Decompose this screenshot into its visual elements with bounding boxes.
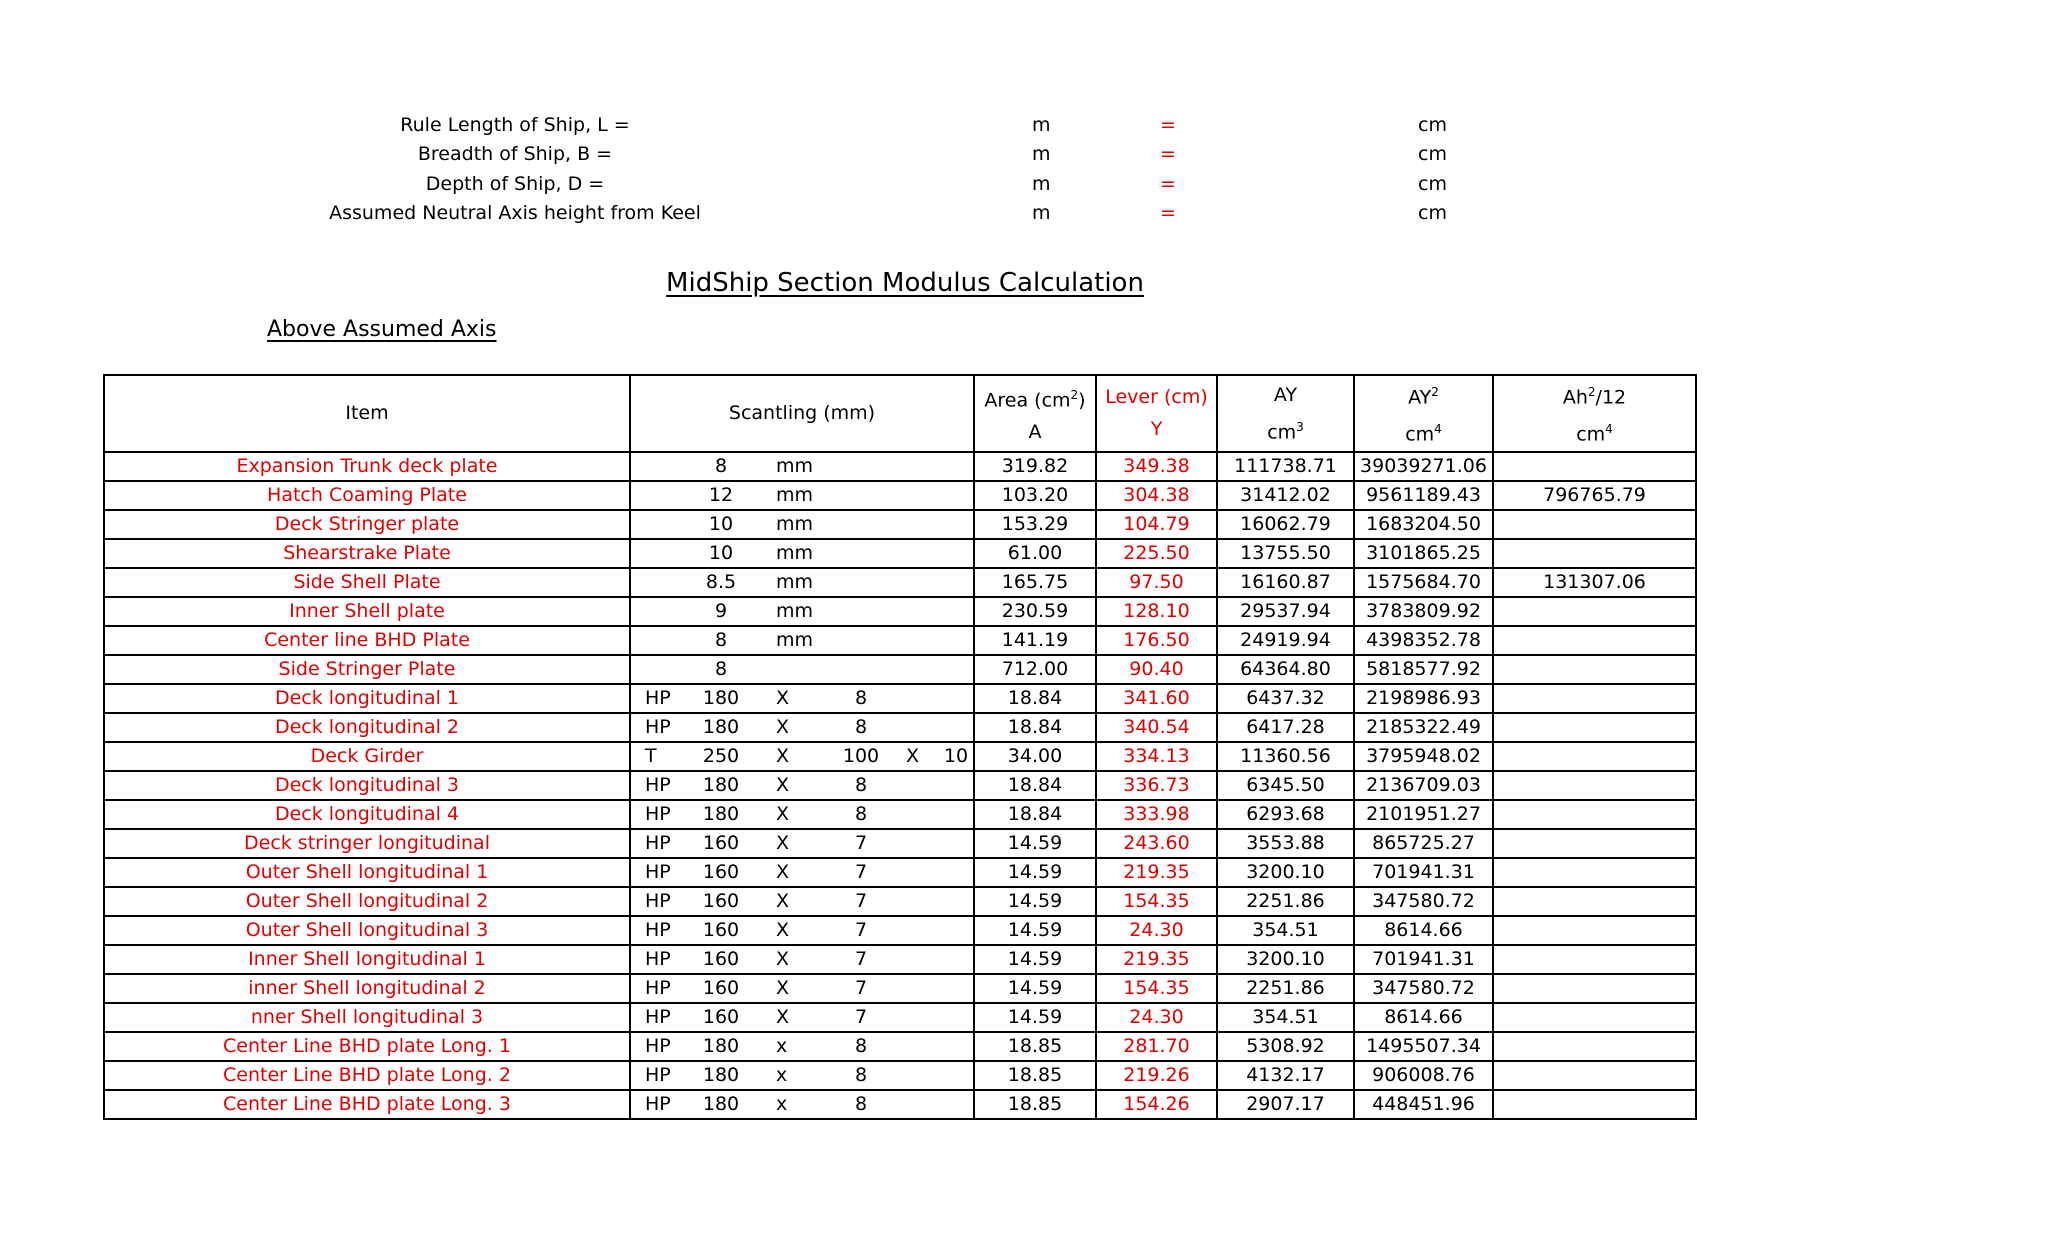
table-row — [104, 452, 1696, 481]
scantling-dim-1: 180 — [702, 715, 740, 738]
cell-ay: 13755.50 — [1217, 539, 1354, 568]
cell-lever: 243.60 — [1096, 829, 1217, 858]
cell-ah — [1493, 713, 1696, 742]
table-row — [104, 481, 1696, 510]
section-modulus-table — [103, 374, 1697, 1120]
cell-area: 18.85 — [974, 1090, 1096, 1119]
scantling-dim-1: 160 — [702, 947, 740, 970]
cell-ah — [1493, 452, 1696, 481]
header-area: Area $(cm^2)$ A — [974, 375, 1096, 452]
cell-ay: 24919.94 — [1217, 626, 1354, 655]
cell-item: Center line BHD Plate — [104, 626, 630, 655]
scantling-dim-2: 7 — [854, 831, 868, 854]
scantling-dim-3: 10 — [943, 744, 969, 767]
cell-area: 18.84 — [974, 713, 1096, 742]
param-label: Rule Length of Ship, L = — [400, 114, 630, 136]
scantling-sep-1: mm — [776, 512, 814, 535]
cell-lever: 128.10 — [1096, 597, 1217, 626]
cell-ay2: 2185322.49 — [1354, 713, 1493, 742]
cell-scantling — [630, 597, 974, 626]
scantling-type: HP — [645, 831, 671, 854]
scantling-dim-1: 160 — [702, 860, 740, 883]
cell-lever: 333.98 — [1096, 800, 1217, 829]
cell-ay: 2907.17 — [1217, 1090, 1354, 1119]
scantling-sep-1: X — [776, 802, 790, 825]
scantling-dim-1: 160 — [702, 831, 740, 854]
cell-item: Deck longitudinal 2 — [104, 713, 630, 742]
scantling-dim-2: 7 — [854, 976, 868, 999]
scantling-sep-1: mm — [776, 599, 814, 622]
page-title: MidShip Section Modulus Calculation — [666, 268, 1144, 298]
cell-item: Hatch Coaming Plate — [104, 481, 630, 510]
scantling-dim-2: 8 — [854, 1063, 868, 1086]
scantling-type: HP — [645, 947, 671, 970]
param-equals: = — [1160, 173, 1176, 195]
cell-ay: 3553.88 — [1217, 829, 1354, 858]
cell-area: 141.19 — [974, 626, 1096, 655]
cell-scantling — [630, 510, 974, 539]
cell-ay: 6345.50 — [1217, 771, 1354, 800]
cell-ay2: 347580.72 — [1354, 887, 1493, 916]
scantling-dim-1: 180 — [702, 802, 740, 825]
scantling-dim-1: 180 — [702, 1063, 740, 1086]
scantling-dim-2: 100 — [842, 744, 880, 767]
cell-scantling — [630, 887, 974, 916]
cell-item: Outer Shell longitudinal 1 — [104, 858, 630, 887]
cell-scantling — [630, 771, 974, 800]
cell-ay2: 865725.27 — [1354, 829, 1493, 858]
cell-area: 18.84 — [974, 771, 1096, 800]
scantling-dim-1: 180 — [702, 1092, 740, 1115]
cell-lever: 154.35 — [1096, 887, 1217, 916]
cell-ah: 131307.06 — [1493, 568, 1696, 597]
param-equals: = — [1160, 202, 1176, 224]
cell-scantling — [630, 1032, 974, 1061]
cell-ah — [1493, 916, 1696, 945]
param-row-length — [0, 114, 2048, 144]
cell-ay2: 3101865.25 — [1354, 539, 1493, 568]
cell-item: Deck Girder — [104, 742, 630, 771]
scantling-sep-1: mm — [776, 541, 814, 564]
cell-ay: 3200.10 — [1217, 858, 1354, 887]
cell-ay2: 347580.72 — [1354, 974, 1493, 1003]
scantling-type: HP — [645, 773, 671, 796]
cell-item: Deck longitudinal 1 — [104, 684, 630, 713]
cell-lever: 176.50 — [1096, 626, 1217, 655]
cell-lever: 349.38 — [1096, 452, 1217, 481]
cell-ah — [1493, 974, 1696, 1003]
scantling-sep-1: X — [776, 831, 790, 854]
cell-ah — [1493, 1090, 1696, 1119]
scantling-dim-1: 160 — [702, 889, 740, 912]
cell-scantling — [630, 858, 974, 887]
cell-ay2: 8614.66 — [1354, 1003, 1493, 1032]
cell-item: Deck longitudinal 3 — [104, 771, 630, 800]
cell-area: 14.59 — [974, 974, 1096, 1003]
cell-ay: 3200.10 — [1217, 945, 1354, 974]
cell-ah — [1493, 626, 1696, 655]
cell-ay: 64364.80 — [1217, 655, 1354, 684]
table-row — [104, 916, 1696, 945]
cell-lever: 24.30 — [1096, 1003, 1217, 1032]
param-unit-cm: cm — [1418, 143, 1447, 165]
param-unit-cm: cm — [1418, 173, 1447, 195]
header-ay2: $AY^2$ $cm^4$ — [1354, 375, 1493, 452]
cell-ay2: 2136709.03 — [1354, 771, 1493, 800]
param-label: Assumed Neutral Axis height from Keel — [329, 202, 701, 224]
scantling-type: HP — [645, 889, 671, 912]
scantling-dim-2: 7 — [854, 889, 868, 912]
cell-lever: 154.35 — [1096, 974, 1217, 1003]
cell-ay: 2251.86 — [1217, 887, 1354, 916]
cell-ah — [1493, 742, 1696, 771]
cell-lever: 90.40 — [1096, 655, 1217, 684]
param-row-depth — [0, 173, 2048, 203]
scantling-dim-1: 8.5 — [705, 570, 737, 593]
table-row — [104, 945, 1696, 974]
scantling-dim-2: 8 — [854, 686, 868, 709]
cell-lever: 341.60 — [1096, 684, 1217, 713]
scantling-sep-1: x — [776, 1063, 788, 1086]
table-row — [104, 568, 1696, 597]
cell-scantling — [630, 742, 974, 771]
cell-scantling — [630, 713, 974, 742]
param-row-neutral-axis — [0, 202, 2048, 232]
cell-scantling — [630, 916, 974, 945]
cell-ah: 796765.79 — [1493, 481, 1696, 510]
scantling-sep-1: mm — [776, 454, 814, 477]
cell-item: Deck longitudinal 4 — [104, 800, 630, 829]
scantling-dim-2: 8 — [854, 1092, 868, 1115]
table-row — [104, 742, 1696, 771]
cell-item: Center Line BHD plate Long. 1 — [104, 1032, 630, 1061]
cell-ah — [1493, 858, 1696, 887]
cell-lever: 24.30 — [1096, 916, 1217, 945]
param-unit-cm: cm — [1418, 114, 1447, 136]
cell-lever: 104.79 — [1096, 510, 1217, 539]
param-equals: = — [1160, 143, 1176, 165]
cell-ay: 6293.68 — [1217, 800, 1354, 829]
scantling-dim-1: 12 — [708, 483, 734, 506]
scantling-dim-1: 180 — [702, 773, 740, 796]
cell-item: Center Line BHD plate Long. 3 — [104, 1090, 630, 1119]
cell-item: Side Stringer Plate — [104, 655, 630, 684]
cell-scantling — [630, 829, 974, 858]
cell-ay: 31412.02 — [1217, 481, 1354, 510]
cell-area: 153.29 — [974, 510, 1096, 539]
scantling-dim-2: 7 — [854, 860, 868, 883]
table-row — [104, 771, 1696, 800]
scantling-sep-1: X — [776, 773, 790, 796]
scantling-sep-1: x — [776, 1034, 788, 1057]
scantling-sep-1: X — [776, 889, 790, 912]
scantling-dim-2: 7 — [854, 918, 868, 941]
cell-ay: 6417.28 — [1217, 713, 1354, 742]
cell-ay2: 701941.31 — [1354, 858, 1493, 887]
cell-item: Inner Shell plate — [104, 597, 630, 626]
cell-ay2: 3783809.92 — [1354, 597, 1493, 626]
scantling-sep-1: mm — [776, 570, 814, 593]
cell-area: 61.00 — [974, 539, 1096, 568]
cell-lever: 154.26 — [1096, 1090, 1217, 1119]
scantling-type: HP — [645, 715, 671, 738]
cell-lever: 334.13 — [1096, 742, 1217, 771]
table-row — [104, 597, 1696, 626]
cell-ay2: 5818577.92 — [1354, 655, 1493, 684]
scantling-dim-1: 9 — [714, 599, 728, 622]
header-ah: Ah$^2$/12 $cm^4$ — [1493, 375, 1696, 452]
cell-ay: 5308.92 — [1217, 1032, 1354, 1061]
param-unit-m: m — [1032, 202, 1051, 224]
cell-area: 34.00 — [974, 742, 1096, 771]
scantling-sep-1: X — [776, 947, 790, 970]
cell-scantling — [630, 684, 974, 713]
cell-lever: 219.35 — [1096, 945, 1217, 974]
cell-ay2: 448451.96 — [1354, 1090, 1493, 1119]
table-header-row — [104, 375, 1696, 452]
scantling-sep-1: x — [776, 1092, 788, 1115]
cell-area: 14.59 — [974, 916, 1096, 945]
cell-item: inner Shell longitudinal 2 — [104, 974, 630, 1003]
cell-ah — [1493, 684, 1696, 713]
table-row — [104, 858, 1696, 887]
cell-lever: 219.26 — [1096, 1061, 1217, 1090]
param-unit-m: m — [1032, 114, 1051, 136]
scantling-dim-1: 180 — [702, 1034, 740, 1057]
cell-area: 18.84 — [974, 684, 1096, 713]
cell-lever: 281.70 — [1096, 1032, 1217, 1061]
scantling-sep-1: X — [776, 715, 790, 738]
cell-area: 14.59 — [974, 887, 1096, 916]
cell-ay2: 906008.76 — [1354, 1061, 1493, 1090]
cell-item: Outer Shell longitudinal 2 — [104, 887, 630, 916]
scantling-sep-1: X — [776, 1005, 790, 1028]
scantling-dim-2: 8 — [854, 773, 868, 796]
cell-ay: 29537.94 — [1217, 597, 1354, 626]
cell-ay2: 701941.31 — [1354, 945, 1493, 974]
cell-area: 165.75 — [974, 568, 1096, 597]
cell-area: 103.20 — [974, 481, 1096, 510]
cell-ah — [1493, 655, 1696, 684]
cell-ay2: 1575684.70 — [1354, 568, 1493, 597]
table-row — [104, 1061, 1696, 1090]
table-row — [104, 1003, 1696, 1032]
cell-scantling — [630, 974, 974, 1003]
scantling-type: HP — [645, 976, 671, 999]
cell-ay: 111738.71 — [1217, 452, 1354, 481]
cell-ay2: 9561189.43 — [1354, 481, 1493, 510]
section-subheading: Above Assumed Axis — [267, 317, 497, 342]
cell-area: 712.00 — [974, 655, 1096, 684]
table-row — [104, 510, 1696, 539]
cell-ah — [1493, 597, 1696, 626]
cell-item: Deck stringer longitudinal — [104, 829, 630, 858]
scantling-dim-1: 10 — [708, 512, 734, 535]
scantling-dim-1: 160 — [702, 976, 740, 999]
param-label: Breadth of Ship, B = — [417, 143, 613, 165]
table-row — [104, 713, 1696, 742]
param-unit-m: m — [1032, 173, 1051, 195]
cell-scantling — [630, 452, 974, 481]
scantling-dim-2: 7 — [854, 1005, 868, 1028]
cell-ah — [1493, 1003, 1696, 1032]
scantling-type: HP — [645, 918, 671, 941]
cell-area: 18.84 — [974, 800, 1096, 829]
table-row — [104, 887, 1696, 916]
param-unit-cm: cm — [1418, 202, 1447, 224]
cell-area: 14.59 — [974, 945, 1096, 974]
header-lever: Lever (cm) Y — [1096, 375, 1217, 452]
cell-scantling — [630, 1003, 974, 1032]
scantling-dim-2: 8 — [854, 715, 868, 738]
cell-lever: 225.50 — [1096, 539, 1217, 568]
param-equals: = — [1160, 114, 1176, 136]
cell-ay2: 2101951.27 — [1354, 800, 1493, 829]
cell-area: 18.85 — [974, 1061, 1096, 1090]
table-row — [104, 829, 1696, 858]
cell-scantling — [630, 655, 974, 684]
cell-ay2: 3795948.02 — [1354, 742, 1493, 771]
cell-ay: 16160.87 — [1217, 568, 1354, 597]
scantling-type: HP — [645, 802, 671, 825]
cell-item: Outer Shell longitudinal 3 — [104, 916, 630, 945]
scantling-type: T — [645, 744, 657, 767]
param-label: Depth of Ship, D = — [425, 173, 605, 195]
cell-scantling — [630, 626, 974, 655]
cell-scantling — [630, 1090, 974, 1119]
cell-lever: 340.54 — [1096, 713, 1217, 742]
scantling-dim-1: 180 — [702, 686, 740, 709]
table-row — [104, 539, 1696, 568]
cell-ay: 16062.79 — [1217, 510, 1354, 539]
cell-scantling — [630, 1061, 974, 1090]
cell-ah — [1493, 510, 1696, 539]
cell-scantling — [630, 800, 974, 829]
cell-scantling — [630, 945, 974, 974]
scantling-sep-1: X — [776, 976, 790, 999]
cell-lever: 97.50 — [1096, 568, 1217, 597]
table-row — [104, 974, 1696, 1003]
scantling-sep-1: X — [776, 686, 790, 709]
scantling-type: HP — [645, 860, 671, 883]
cell-ay: 2251.86 — [1217, 974, 1354, 1003]
cell-ay: 4132.17 — [1217, 1061, 1354, 1090]
scantling-dim-2: 8 — [854, 802, 868, 825]
scantling-type: HP — [645, 1034, 671, 1057]
scantling-dim-1: 10 — [708, 541, 734, 564]
cell-ah — [1493, 887, 1696, 916]
cell-ay2: 39039271.06 — [1354, 452, 1493, 481]
cell-scantling — [630, 481, 974, 510]
cell-lever: 219.35 — [1096, 858, 1217, 887]
cell-area: 14.59 — [974, 858, 1096, 887]
cell-ah — [1493, 829, 1696, 858]
cell-ay: 6437.32 — [1217, 684, 1354, 713]
scantling-sep-1: X — [776, 918, 790, 941]
cell-item: Expansion Trunk deck plate — [104, 452, 630, 481]
cell-ay2: 1683204.50 — [1354, 510, 1493, 539]
scantling-type: HP — [645, 686, 671, 709]
cell-ay2: 1495507.34 — [1354, 1032, 1493, 1061]
table-row — [104, 1090, 1696, 1119]
cell-ay: 354.51 — [1217, 1003, 1354, 1032]
cell-item: nner Shell longitudinal 3 — [104, 1003, 630, 1032]
param-unit-m: m — [1032, 143, 1051, 165]
cell-ah — [1493, 945, 1696, 974]
scantling-sep-1: mm — [776, 628, 814, 651]
scantling-dim-2: 8 — [854, 1034, 868, 1057]
scantling-type: HP — [645, 1005, 671, 1028]
scantling-type: HP — [645, 1092, 671, 1115]
cell-area: 18.85 — [974, 1032, 1096, 1061]
header-scantling: Scantling (mm) — [630, 375, 974, 452]
scantling-sep-1: X — [776, 744, 790, 767]
cell-item: Deck Stringer plate — [104, 510, 630, 539]
scantling-dim-1: 160 — [702, 1005, 740, 1028]
scantling-dim-1: 8 — [714, 628, 728, 651]
cell-item: Side Shell Plate — [104, 568, 630, 597]
table-row — [104, 800, 1696, 829]
cell-item: Center Line BHD plate Long. 2 — [104, 1061, 630, 1090]
header-item: Item — [104, 375, 630, 452]
table-row — [104, 655, 1696, 684]
cell-ay: 11360.56 — [1217, 742, 1354, 771]
cell-ay2: 4398352.78 — [1354, 626, 1493, 655]
scantling-sep-2: X — [906, 744, 920, 767]
cell-item: Shearstrake Plate — [104, 539, 630, 568]
param-row-breadth — [0, 143, 2048, 173]
scantling-dim-1: 8 — [714, 657, 728, 680]
cell-ah — [1493, 1032, 1696, 1061]
cell-area: 319.82 — [974, 452, 1096, 481]
table-row — [104, 626, 1696, 655]
cell-lever: 304.38 — [1096, 481, 1217, 510]
scantling-sep-1: X — [776, 860, 790, 883]
cell-lever: 336.73 — [1096, 771, 1217, 800]
cell-area: 14.59 — [974, 829, 1096, 858]
scantling-sep-1: mm — [776, 483, 814, 506]
table-row — [104, 684, 1696, 713]
cell-ay2: 8614.66 — [1354, 916, 1493, 945]
scantling-dim-1: 8 — [714, 454, 728, 477]
cell-ah — [1493, 1061, 1696, 1090]
scantling-dim-1: 160 — [702, 918, 740, 941]
header-ay: AY $cm^3$ — [1217, 375, 1354, 452]
scantling-dim-1: 250 — [702, 744, 740, 767]
cell-area: 14.59 — [974, 1003, 1096, 1032]
scantling-dim-2: 7 — [854, 947, 868, 970]
cell-ah — [1493, 539, 1696, 568]
cell-ah — [1493, 800, 1696, 829]
cell-area: 230.59 — [974, 597, 1096, 626]
cell-scantling — [630, 568, 974, 597]
cell-item: Inner Shell longitudinal 1 — [104, 945, 630, 974]
cell-ah — [1493, 771, 1696, 800]
cell-ay2: 2198986.93 — [1354, 684, 1493, 713]
scantling-type: HP — [645, 1063, 671, 1086]
table-row — [104, 1032, 1696, 1061]
cell-scantling — [630, 539, 974, 568]
cell-ay: 354.51 — [1217, 916, 1354, 945]
